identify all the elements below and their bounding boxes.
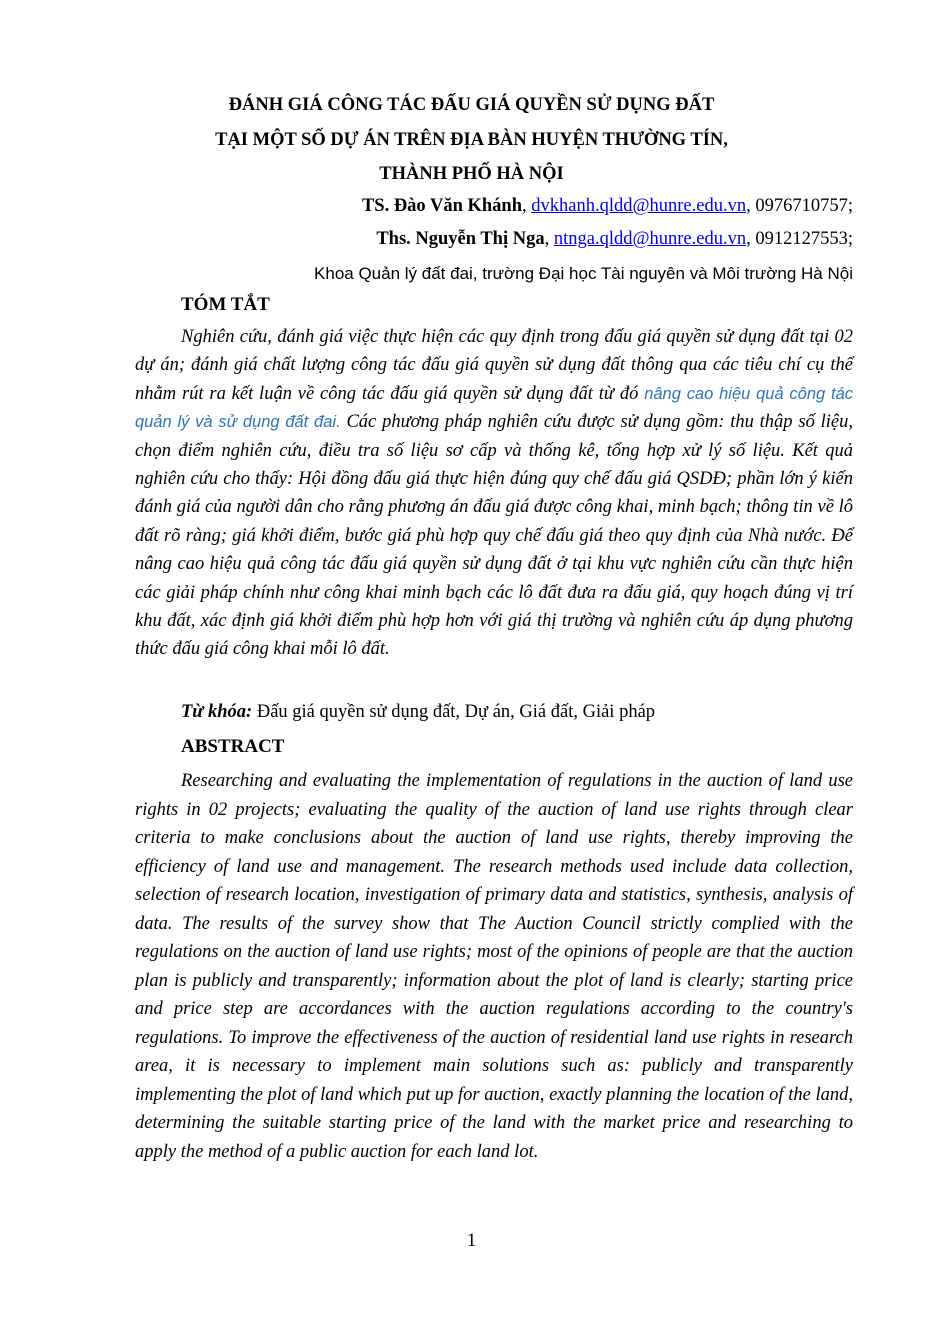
summary-text-after: Các phương pháp nghiên cứu được sử dụng gồm: thu thập số liệu, chọn điểm nghiên cứu, điều tra số liệu sơ cấp và thống kê, tổng hợp xử lý số liệu. Kết quả nghiên cứu cho thấy: Hội đồng đấu giá thực hiện đúng quy chế đấu giá QSDĐ; phần lớn ý kiến đánh giá của người dân cho rằng phương án đấu giá được công khai, minh bạch; thông tin về lô đất rõ ràng; giá khởi điểm, bước giá phù hợp quy chế đấu giá theo quy định của Nhà nước. Để nâng cao hiệu quả công tác đấu giá quyền sử dụng đất ở tại khu vực nghiên cứu cần thực hiện các giải pháp chính như công khai minh bạch các lô đất đưa ra đấu giá, quy hoạch đúng vị trí khu đất, xác định giá khởi điểm phù hợp hơn với giá thị trường và nghiên cứu áp dụng phương thức đấu giá công khai mỗi lô đất.: [135, 412, 853, 660]
title-line-2: TẠI MỘT SỐ DỰ ÁN TRÊN ĐỊA BÀN HUYỆN THƯỜNG TÍN,: [215, 130, 728, 150]
keywords-label: Từ khóa:: [181, 702, 253, 722]
abstract-heading: ABSTRACT: [181, 736, 285, 757]
author-line-1: [362, 197, 853, 216]
title-line-1: ĐÁNH GIÁ CÔNG TÁC ĐẤU GIÁ QUYỀN SỬ DỤNG ĐẤT: [228, 95, 715, 115]
author-email-link[interactable]: dvkhanh.qldd@hunre.edu.vn: [531, 196, 747, 216]
keywords-line: [181, 703, 655, 722]
author-separator: ,: [544, 229, 554, 249]
summary-heading: TÓM TẮT: [181, 294, 270, 315]
author-name: TS. Đào Văn Khánh: [361, 196, 522, 216]
page-number: 1: [466, 1230, 477, 1251]
abstract-paragraph: Researching and evaluating the implementation of regulations in the auction of land use rights in 02 projects; evaluating the quality of the auction of land use rights through clear criteria to make conclusions about the auction of land use rights, thereby improving the efficiency of land use and management. The research methods used include data collection, selection of research location, investigation of primary data and statistics, synthesis, analysis of data. The results of the survey show that The Auction Council strictly complied with the regulations on the auction of land use rights; most of the opinions of people are that the auction plan is publicly and transparently; information about the plot of land is clearly; starting price and price step are accordances with the auction regulations according to the country's regulations. To improve the effectiveness of the auction of residential land use rights in research area, it is necessary to implement main solutions such as: publicly and transparently implementing the plot of land which put up for auction, exactly planning the location of the land, determining the suitable starting price of the land with the market price and researching to apply the method of a public auction for each land lot.: [135, 771, 853, 1162]
keywords-text: Đấu giá quyền sử dụng đất, Dự án, Giá đất, Giải pháp: [252, 702, 656, 722]
author-separator: ,: [522, 196, 532, 216]
affiliation: Khoa Quản lý đất đai, trường Đại học Tài nguyên và Môi trường Hà Nội: [314, 264, 853, 283]
author-name: Ths. Nguyễn Thị Nga: [376, 229, 545, 249]
title-line-3: THÀNH PHỐ HÀ NỘI: [379, 164, 564, 184]
summary-paragraph: [135, 323, 853, 664]
author-email-link[interactable]: ntnga.qldd@hunre.edu.vn: [553, 229, 747, 249]
author-phone: , 0976710757;: [746, 196, 853, 216]
author-line-2: [376, 230, 853, 249]
summary-text-highlight: nâng cao hiệu quả công tác quản lý và sử dụng đất đai.: [135, 384, 854, 432]
summary-text-before: Nghiên cứu, đánh giá việc thực hiện các quy định trong đấu giá quyền sử dụng đất tại 02 dự án; đánh giá chất lượng công tác đấu giá quyền sử dụng đất thông qua các tiêu chí cụ thể nhằm rút ra kết luận về công tác đấu giá quyền sử dụng đất từ đó: [135, 327, 853, 404]
author-phone: , 0912127553;: [746, 229, 853, 249]
